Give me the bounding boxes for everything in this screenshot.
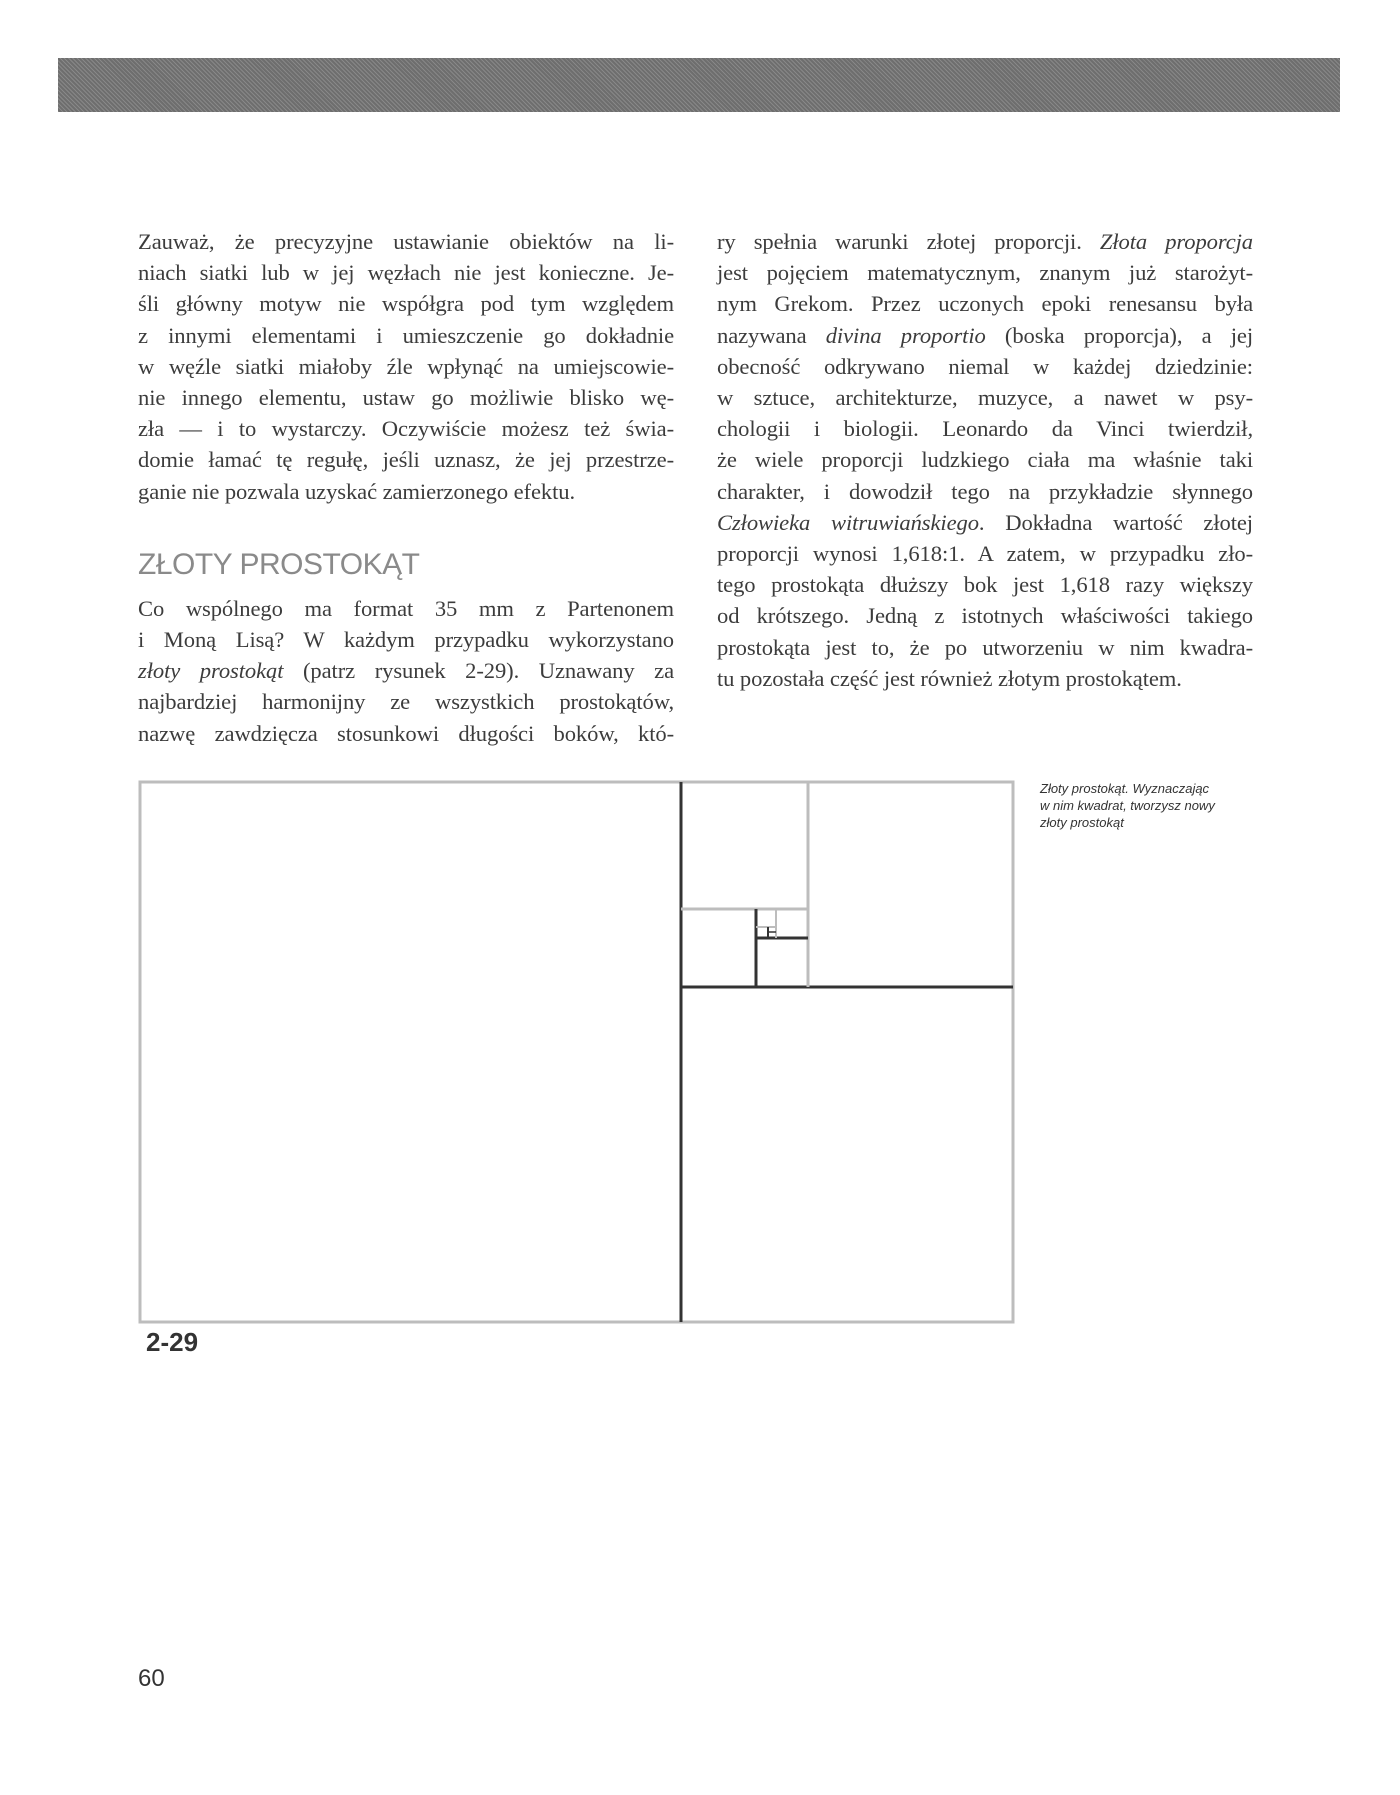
text-line: nazwę zawdzięcza stosunkowi długości boków, któ- bbox=[138, 720, 674, 746]
text-line: w sztuce, architekturze, muzyce, a nawet w psy- bbox=[717, 385, 1253, 411]
text-line: ry spełnia warunki złotej proporcji. Złota proporcja bbox=[717, 229, 1253, 254]
caption-line: złoty prostokąt bbox=[1040, 815, 1124, 830]
text-line: i Moną Lisą? W każdym przypadku wykorzystano bbox=[138, 627, 674, 653]
text-line: obecność odkrywano niemal w każdej dziedzinie: bbox=[717, 353, 1253, 379]
text-line: nazywana divina proportio (boska proporcja), a jej bbox=[717, 322, 1253, 348]
text-line: śli główny motyw nie współgra pod tym względem bbox=[138, 291, 674, 317]
text-line: niach siatki lub w jej węzłach nie jest konieczne. Je- bbox=[138, 260, 674, 286]
text-line: prostokąta jest to, że po utworzeniu w nim kwadra- bbox=[717, 634, 1253, 660]
text-line: złoty prostokąt (patrz rysunek 2-29). Uznawany za bbox=[138, 658, 674, 684]
text-line: proporcji wynosi 1,618:1. A zatem, w przypadku zło- bbox=[717, 541, 1253, 567]
text-line: od krótszego. Jedną z istotnych właściwości takiego bbox=[717, 603, 1253, 629]
text-line: najbardziej harmonijny ze wszystkich prostokątów, bbox=[138, 689, 674, 715]
text-line: domie łamać tę regułę, jeśli uznasz, że jej przestrze- bbox=[138, 447, 674, 473]
text-line: Zauważ, że precyzyjne ustawianie obiektów na li- bbox=[138, 229, 674, 254]
text-line: z innymi elementami i umieszczenie go dokładnie bbox=[138, 322, 674, 348]
text-line: chologii i biologii. Leonardo da Vinci twierdził, bbox=[717, 416, 1253, 442]
text-line: tu pozostała część jest również złotym prostokątem. bbox=[717, 665, 1182, 691]
caption-line: Złoty prostokąt. Wyznaczając bbox=[1040, 781, 1210, 796]
text-line: Co wspólnego ma format 35 mm z Partenonem bbox=[138, 595, 674, 621]
text-line: w węźle siatki miałoby źle wpłynąć na umiejscowie- bbox=[138, 353, 674, 379]
section-heading: ZŁOTY PROSTOKĄT bbox=[138, 547, 420, 581]
page-number: 60 bbox=[138, 1665, 165, 1692]
outer-rectangle bbox=[140, 782, 1013, 1322]
text-line: jest pojęciem matematycznym, znanym już starożyt- bbox=[717, 260, 1253, 286]
text-line: charakter, i dowodził tego na przykładzie słynnego bbox=[717, 478, 1253, 504]
text-line: tego prostokąta dłuższy bok jest 1,618 razy większy bbox=[717, 572, 1253, 598]
text-line: ganie nie pozwala uzyskać zamierzonego efektu. bbox=[138, 478, 576, 504]
caption-line: w nim kwadrat, tworzysz nowy bbox=[1040, 798, 1215, 813]
text-line: nym Grekom. Przez uczonych epoki renesansu była bbox=[717, 291, 1253, 317]
figure-caption bbox=[1040, 780, 1220, 831]
text-line: Człowieka witruwiańskiego. Dokładna wartość złotej bbox=[717, 509, 1253, 535]
text-line: zła — i to wystarczy. Oczywiście możesz też świa- bbox=[138, 416, 674, 442]
text-line: że wiele proporcji ludzkiego ciała ma właśnie taki bbox=[717, 447, 1253, 473]
figure-number: 2-29 bbox=[146, 1327, 199, 1357]
text-line: nie innego elementu, ustaw go możliwie blisko wę- bbox=[138, 385, 674, 411]
